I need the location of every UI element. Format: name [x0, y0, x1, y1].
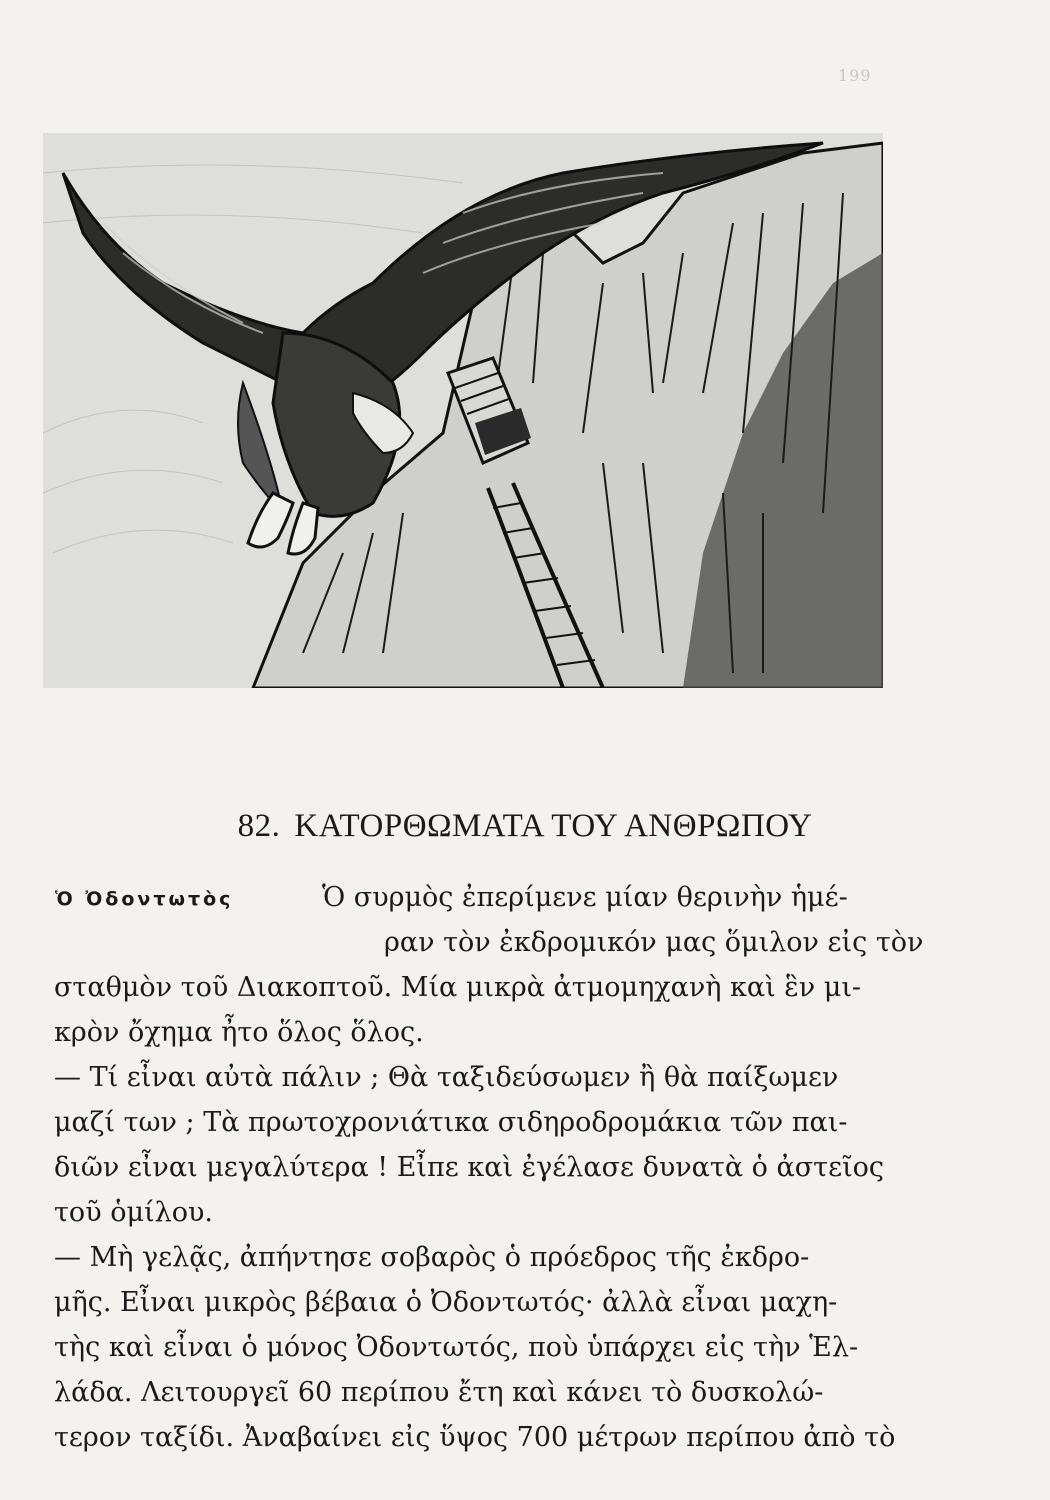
text-line: Ὁ συρμὸς ἐπερίμενε μίαν θερινὴν ἡμέ-: [322, 882, 848, 913]
section-side-heading: Ὁ Ὀδοντωτὸς: [55, 888, 234, 910]
text-line: ραν τὸν ἐκδρομικόν μας ὅμιλον εἰς τὸν: [384, 927, 924, 958]
text-line: — Τί εἶναι αὐτὰ πάλιν ; Θὰ ταξιδεύσωμεν ἢ θὰ παίξωμεν: [54, 1062, 839, 1093]
text-line: τοῦ ὁμίλου.: [54, 1197, 213, 1228]
text-line: — Μὴ γελᾷς, ἀπήντησε σοβαρὸς ὁ πρόεδρος τῆς ἐκδρο-: [54, 1242, 810, 1273]
text-line: μαζί των ; Τὰ πρωτοχρονιάτικα σιδηροδρομάκια τῶν παι-: [54, 1107, 848, 1138]
text-line: λάδα. Λειτουργεῖ 60 περίπου ἔτη καὶ κάνει τὸ δυσκολώ-: [54, 1377, 824, 1408]
eagle-train-illustration: [43, 133, 883, 688]
text-line: σταθμὸν τοῦ Διακοπτοῦ. Μία μικρὰ ἀτμομηχανὴ καὶ ἓν μι-: [54, 972, 862, 1003]
chapter-number: 82.: [237, 808, 281, 844]
text-line: κρὸν ὄχημα ἦτο ὅλος ὅλος.: [54, 1017, 424, 1048]
text-line: διῶν εἶναι μεγαλύτερα ! Εἶπε καὶ ἐγέλασε δυνατὰ ὁ ἀστεῖος: [54, 1152, 885, 1183]
page-number: 199: [838, 66, 872, 85]
text-line: τὴς καὶ εἶναι ὁ μόνος Ὀδοντωτός, ποὺ ὑπάρχει εἰς τὴν Ἑλ-: [54, 1332, 859, 1363]
text-line: μῆς. Εἶναι μικρὸς βέβαια ὁ Ὀδοντωτός· ἀλλὰ εἶναι μαχη-: [54, 1287, 838, 1318]
chapter-title: [0, 808, 1050, 845]
chapter-title-text: ΚΑΤΟΡΘΩΜΑΤΑ ΤΟΥ ΑΝΘΡΩΠΟΥ: [294, 808, 813, 844]
text-line: τερον ταξίδι. Ἀναβαίνει εἰς ὕψος 700 μέτρων περίπου ἀπὸ τὸ: [54, 1422, 896, 1453]
